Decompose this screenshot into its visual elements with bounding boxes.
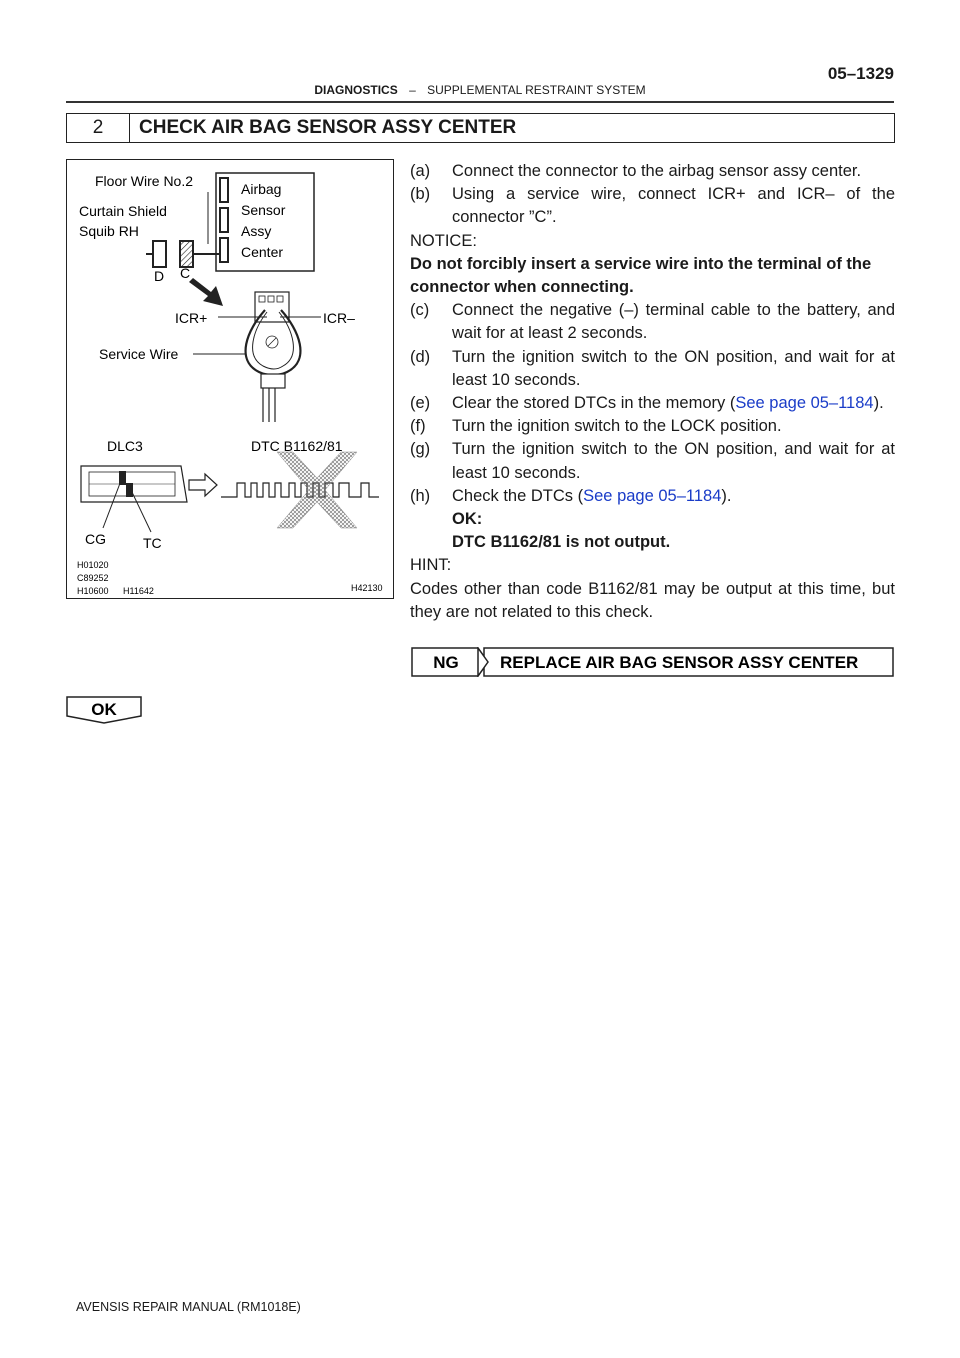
- step-c-text: Connect the negative (–) terminal cable to the battery, and wait for at least 2 seconds.: [452, 301, 895, 343]
- step-title: CHECK AIR BAG SENSOR ASSY CENTER: [139, 117, 517, 138]
- section-separator: –: [409, 83, 416, 97]
- step-d-text: Turn the ignition switch to the ON position, and wait for at least 10 seconds.: [452, 347, 895, 389]
- step-g-text: Turn the ignition switch to the ON position, and wait for at least 10 seconds.: [452, 440, 895, 482]
- icr-plus-label: ICR+: [175, 310, 208, 326]
- connector-c: [180, 241, 193, 267]
- connector-body: [261, 374, 285, 388]
- section-name: DIAGNOSTICS: [314, 83, 398, 97]
- ok-block: [452, 508, 895, 554]
- notice-text: Do not forcibly insert a service wire into the terminal of the connector when connecting.: [410, 254, 872, 297]
- step-h-text-post: ).: [721, 486, 732, 505]
- airbag-label-4: Center: [241, 244, 284, 260]
- step-e-text-pre: Clear the stored DTCs in the memory (: [452, 394, 736, 413]
- step-a-label: (a): [410, 162, 431, 180]
- sensor-connector-slot: [220, 178, 228, 202]
- ok-result: [410, 508, 895, 554]
- dtc-waveform: [221, 483, 379, 497]
- step-d-label: (d): [410, 347, 431, 366]
- airbag-label-1: Airbag: [241, 181, 282, 197]
- step-a-text: Connect the connector to the airbag sensor assy center.: [452, 162, 862, 180]
- connector-d: [153, 241, 166, 267]
- step-d: [410, 346, 895, 392]
- step-header: [66, 113, 895, 143]
- connector-c-label: C: [180, 265, 191, 281]
- ng-result: [410, 647, 895, 677]
- sensor-connector-slot: [220, 208, 228, 232]
- ok-label: OK:: [452, 510, 483, 529]
- ok-indent: [410, 508, 452, 554]
- step-e: [410, 392, 895, 415]
- step-number: 2: [67, 114, 130, 142]
- step-f: [410, 415, 895, 438]
- figure-code-2: C89252: [77, 573, 109, 583]
- tc-label: TC: [143, 535, 162, 551]
- icr-minus-label: ICR–: [323, 310, 355, 326]
- step-g: [410, 438, 895, 484]
- arrow-icon: [189, 278, 223, 306]
- dtc-label: DTC B1162/81: [251, 438, 343, 454]
- step-g-label: (g): [410, 440, 431, 459]
- hint-label: HINT:: [410, 556, 452, 575]
- figure-code-4: H11642: [123, 586, 154, 596]
- service-wire-label: Service Wire: [99, 346, 179, 362]
- ng-result-frame: [410, 647, 895, 677]
- step-b-text: Using a service wire, connect ICR+ and ICR– of the connector ”C”.: [452, 185, 895, 227]
- airbag-label-2: Sensor: [241, 202, 286, 218]
- step-e-page-link[interactable]: See page 05–1184: [735, 394, 874, 413]
- cg-label: CG: [85, 531, 106, 547]
- step-h-text: [452, 485, 895, 508]
- connector-d-label: D: [154, 268, 165, 284]
- footer: AVENSIS REPAIR MANUAL (RM1018E): [76, 1300, 301, 1314]
- header-rule: [66, 101, 894, 103]
- notice-label: NOTICE:: [410, 231, 477, 250]
- ok-text: DTC B1162/81 is not output.: [452, 533, 671, 552]
- sensor-connector-slot: [220, 238, 228, 262]
- step-h: [410, 485, 895, 508]
- step-a: [410, 160, 895, 183]
- curtain-shield-label: Curtain Shield: [79, 203, 167, 219]
- step-h-page-link[interactable]: See page 05–1184: [583, 486, 722, 505]
- step-h-text-pre: Check the DTCs (: [452, 486, 584, 505]
- figure-code-main: H42130: [351, 583, 383, 593]
- step-f-text: Turn the ignition switch to the LOCK position.: [452, 417, 782, 436]
- dlc3-label: DLC3: [107, 438, 143, 454]
- cg-terminal: [126, 483, 133, 497]
- diagnostic-figure: [66, 159, 394, 599]
- section-header: [0, 83, 960, 97]
- figure-illustration: [67, 160, 393, 598]
- step-f-label: (f): [410, 417, 426, 436]
- step-c-label: (c): [410, 301, 430, 320]
- instructions: [410, 160, 895, 624]
- page-number: 05–1329: [827, 64, 894, 83]
- figure-code-3: H10600: [77, 586, 109, 596]
- ng-label: NG: [433, 653, 459, 672]
- hint-text: Codes other than code B1162/81 may be output at this time, but they are not related to this check.: [410, 579, 895, 621]
- hollow-arrow-icon: [189, 474, 217, 496]
- figure-code-1: H01020: [77, 560, 109, 570]
- floor-wire-label: Floor Wire No.2: [95, 173, 194, 189]
- step-h-label: (h): [410, 486, 431, 505]
- ok-tag-label: OK: [91, 700, 117, 719]
- ng-action: REPLACE AIR BAG SENSOR ASSY CENTER: [500, 653, 859, 672]
- step-b: [410, 183, 895, 229]
- squib-rh-label: Squib RH: [79, 223, 139, 239]
- terminal-slash: [268, 338, 276, 346]
- step-b-label: (b): [410, 185, 431, 204]
- airbag-label-3: Assy: [241, 223, 272, 239]
- ok-tag-shape: [66, 696, 142, 724]
- ok-tag: [66, 696, 142, 722]
- step-e-text-post: ).: [873, 394, 884, 413]
- subsection-name: SUPPLEMENTAL RESTRAINT SYSTEM: [427, 83, 646, 97]
- step-c: [410, 299, 895, 345]
- step-e-text: [452, 392, 895, 415]
- step-e-label: (e): [410, 394, 431, 413]
